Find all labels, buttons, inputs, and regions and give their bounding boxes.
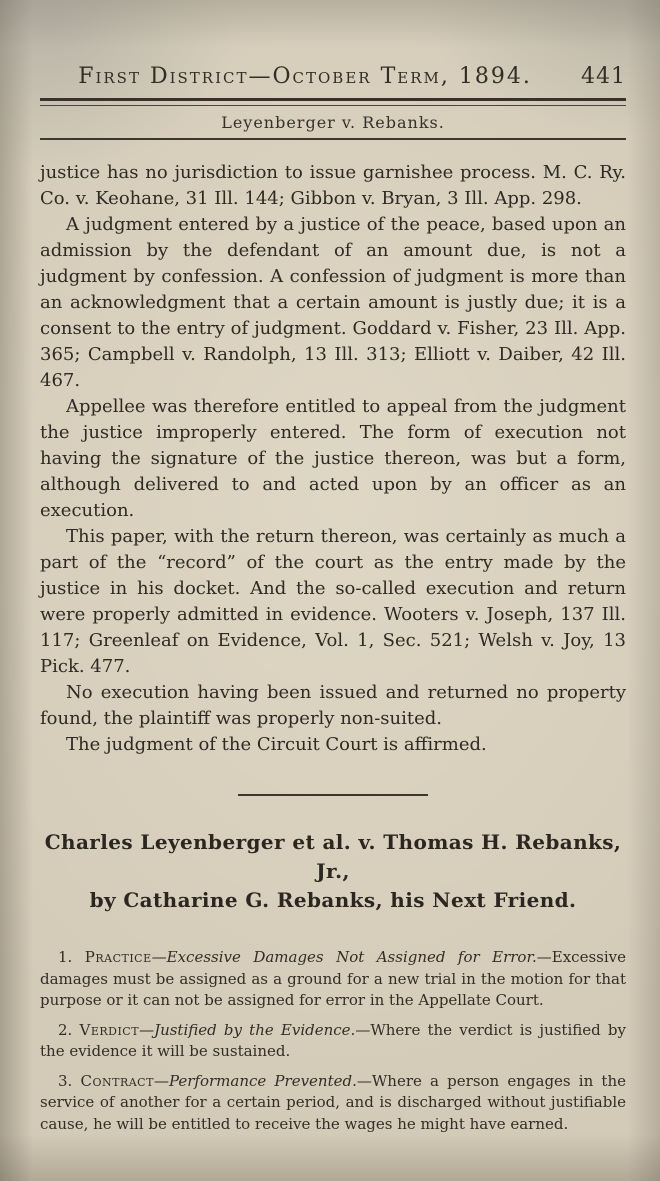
headnote-catchword: —Excessive Damages Not Assigned for Error. <box>151 948 537 966</box>
headnote-text: —Where the verdict is justified by the evidence it will be sustained. <box>40 1020 626 1060</box>
case-title-line1: Charles Leyenberger et al. v. Thomas H. Rebanks, Jr., <box>44 830 622 883</box>
page-number: 441 <box>581 64 626 89</box>
double-rule <box>40 98 626 106</box>
headnote-catchword: —Justified by the Evidence. <box>139 1020 356 1039</box>
headnote-label: Contract <box>80 1071 154 1090</box>
opinion-paragraph: No execution having been issued and returned no property found, the plaintiff was properly non-suited. <box>40 682 626 729</box>
headnote-catchword: —Performance Prevented. <box>153 1071 357 1090</box>
opinion-paragraph: Appellee was therefore entitled to appeal from the judgment the justice improperly entered. The form of execution not having the signature of the justice thereon, was but a form, although delivered to and acted upon by an officer as an execution. <box>40 396 626 521</box>
running-head: Leyenberger v. Rebanks. <box>221 113 445 132</box>
headnote-number: 1. <box>58 948 73 966</box>
page-header <box>40 64 626 89</box>
opinion-body <box>40 160 626 758</box>
headnote <box>40 1071 626 1136</box>
headnote <box>40 1020 626 1063</box>
term-heading: First District—October Term, 1894. <box>78 64 532 89</box>
case-title-line2: by Catharine G. Rebanks, his Next Friend. <box>89 888 577 912</box>
headnote-number: 2. <box>58 1020 73 1039</box>
opinion-paragraph: justice has no jurisdiction to issue garnishee process. M. C. Ry. Co. v. Keohane, 31 Ill. 144; Gibbon v. Bryan, 3 Ill. App. 298. <box>40 162 626 209</box>
opinion-paragraph: The judgment of the Circuit Court is affirmed. <box>66 734 487 755</box>
opinion-paragraph: This paper, with the return thereon, was certainly as much a part of the “record” of the court as the entry made by the justice in his docket. And the so-called execution and return were properly admitted in evidence. Wooters v. Joseph, 137 Ill. 117; Greenleaf on Evidence, Vol. 1, Sec. 521; Welsh v. Joy, 13 Pick. 477. <box>40 526 626 677</box>
headnote-text: —Excessive damages must be assigned as a ground for a new trial in the motion for that purpose or it can not be assigned for error in the Appellate Court. <box>40 948 626 1009</box>
headnote-number: 3. <box>58 1071 73 1090</box>
running-head-rule <box>40 138 626 140</box>
case-title <box>40 828 626 915</box>
headnote <box>40 947 626 1012</box>
headnote-label: Practice <box>84 948 152 966</box>
headnotes <box>40 947 626 1135</box>
headnote-label: Verdict <box>79 1020 140 1039</box>
headnote-text: —Where a person engages in the service of another for a certain period, and is discharged without justifiable cause, he will be entitled to receive the wages he might have earned. <box>40 1071 627 1133</box>
section-divider-rule <box>238 794 428 796</box>
opinion-paragraph: A judgment entered by a justice of the peace, based upon an admission by the defendant of an amount due, is not a judgment by confession. A confession of judgment is more than an acknowledgment that a certain amount is justly due; it is a consent to the entry of judgment. Goddard v. Fisher, 23 Ill. App. 365; Campbell v. Randolph, 13 Ill. 313; Elliott v. Daiber, 42 Ill. 467. <box>40 214 626 391</box>
